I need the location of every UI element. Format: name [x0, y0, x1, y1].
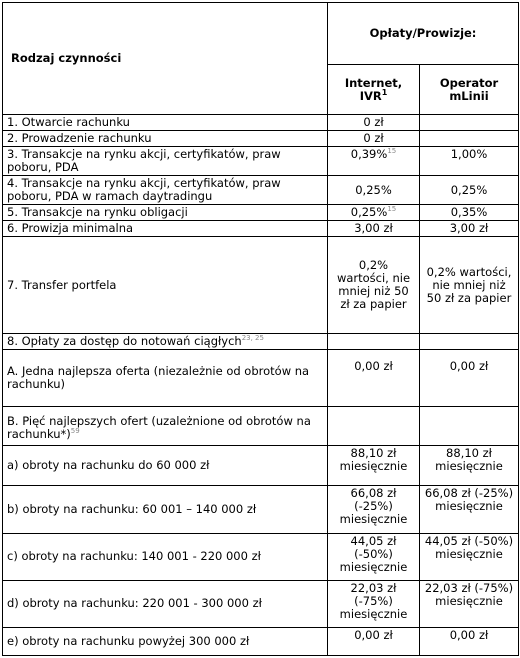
operator-fee	[420, 334, 519, 350]
table-row	[3, 147, 519, 176]
operator-fee: 3,00 zł	[420, 221, 519, 237]
table-row	[3, 237, 519, 334]
table-row	[3, 485, 519, 533]
table-row	[3, 205, 519, 221]
table-row	[3, 176, 519, 205]
table-row	[3, 533, 519, 580]
internet-ivr-header: Internet, IVR$^1$	[328, 65, 420, 115]
internet-fee	[328, 406, 420, 445]
operator-fee: 0,35%	[420, 205, 519, 221]
internet-fee: 0,00 zł	[328, 627, 420, 655]
internet-fee: 0,25%$^{15}$	[328, 205, 420, 221]
fees-commissions-header: Opłaty/Prowizje:	[328, 3, 519, 65]
internet-fee: 0,39%$^{15}$	[328, 147, 420, 176]
row-label: 4. Transakcje na rynku akcji, certyfikatów, praw poboru, PDA w ramach daytradingu	[3, 176, 328, 205]
operator-fee: 0,00 zł	[420, 350, 519, 406]
internet-fee: 22,03 zł (-75%) miesięcznie	[328, 580, 420, 627]
table-row	[3, 115, 519, 131]
table-row	[3, 627, 519, 655]
activity-type-header: Rodzaj czynności	[3, 3, 328, 115]
internet-fee	[328, 334, 420, 350]
row-label: e) obroty na rachunku powyżej 300 000 zł	[3, 627, 328, 655]
operator-fee: 66,08 zł (-25%) miesięcznie	[420, 485, 519, 533]
operator-fee: 0,2% wartości, nie mniej niż 50 zł za papier	[420, 237, 519, 334]
table-row	[3, 221, 519, 237]
internet-fee: 3,00 zł	[328, 221, 420, 237]
table-row	[3, 580, 519, 627]
header-row-1	[3, 3, 519, 65]
row-label: c) obroty na rachunku: 140 001 - 220 000 zł	[3, 533, 328, 580]
operator-fee: 0,00 zł	[420, 627, 519, 655]
row-label: d) obroty na rachunku: 220 001 - 300 000 zł	[3, 580, 328, 627]
internet-fee: 88,10 zł miesięcznie	[328, 445, 420, 485]
row-label: B. Pięć najlepszych ofert (uzależnione od obrotów na rachunku*)$^{59}$	[3, 406, 328, 445]
internet-fee: 66,08 zł (-25%) miesięcznie	[328, 485, 420, 533]
operator-fee: 88,10 zł miesięcznie	[420, 445, 519, 485]
operator-fee	[420, 131, 519, 147]
internet-fee: 44,05 zł (-50%) miesięcznie	[328, 533, 420, 580]
operator-fee: 1,00%	[420, 147, 519, 176]
row-label: b) obroty na rachunku: 60 001 – 140 000 zł	[3, 485, 328, 533]
table-row	[3, 406, 519, 445]
row-label: 1. Otwarcie rachunku	[3, 115, 328, 131]
row-label: 3. Transakcje na rynku akcji, certyfikatów, praw poboru, PDA	[3, 147, 328, 176]
operator-mlinii-header: Operator mLinii	[420, 65, 519, 115]
internet-fee: 0 zł	[328, 131, 420, 147]
operator-fee	[420, 115, 519, 131]
internet-fee: 0,00 zł	[328, 350, 420, 406]
fee-table	[2, 2, 519, 656]
internet-fee: 0 zł	[328, 115, 420, 131]
row-label: 8. Opłaty za dostęp do notowań ciągłych$^{23, 25}$	[3, 334, 328, 350]
operator-fee	[420, 406, 519, 445]
table-row	[3, 334, 519, 350]
table-row	[3, 445, 519, 485]
operator-fee: 22,03 zł (-75%) miesięcznie	[420, 580, 519, 627]
row-label: 6. Prowizja minimalna	[3, 221, 328, 237]
row-label: 5. Transakcje na rynku obligacji	[3, 205, 328, 221]
table-row	[3, 131, 519, 147]
row-label: a) obroty na rachunku do 60 000 zł	[3, 445, 328, 485]
internet-fee: 0,2% wartości, nie mniej niż 50 zł za papier	[328, 237, 420, 334]
operator-fee: 44,05 zł (-50%) miesięcznie	[420, 533, 519, 580]
row-label: 2. Prowadzenie rachunku	[3, 131, 328, 147]
row-label: 7. Transfer portfela	[3, 237, 328, 334]
table-row	[3, 350, 519, 406]
internet-fee: 0,25%	[328, 176, 420, 205]
operator-fee: 0,25%	[420, 176, 519, 205]
row-label: A. Jedna najlepsza oferta (niezależnie od obrotów na rachunku)	[3, 350, 328, 406]
